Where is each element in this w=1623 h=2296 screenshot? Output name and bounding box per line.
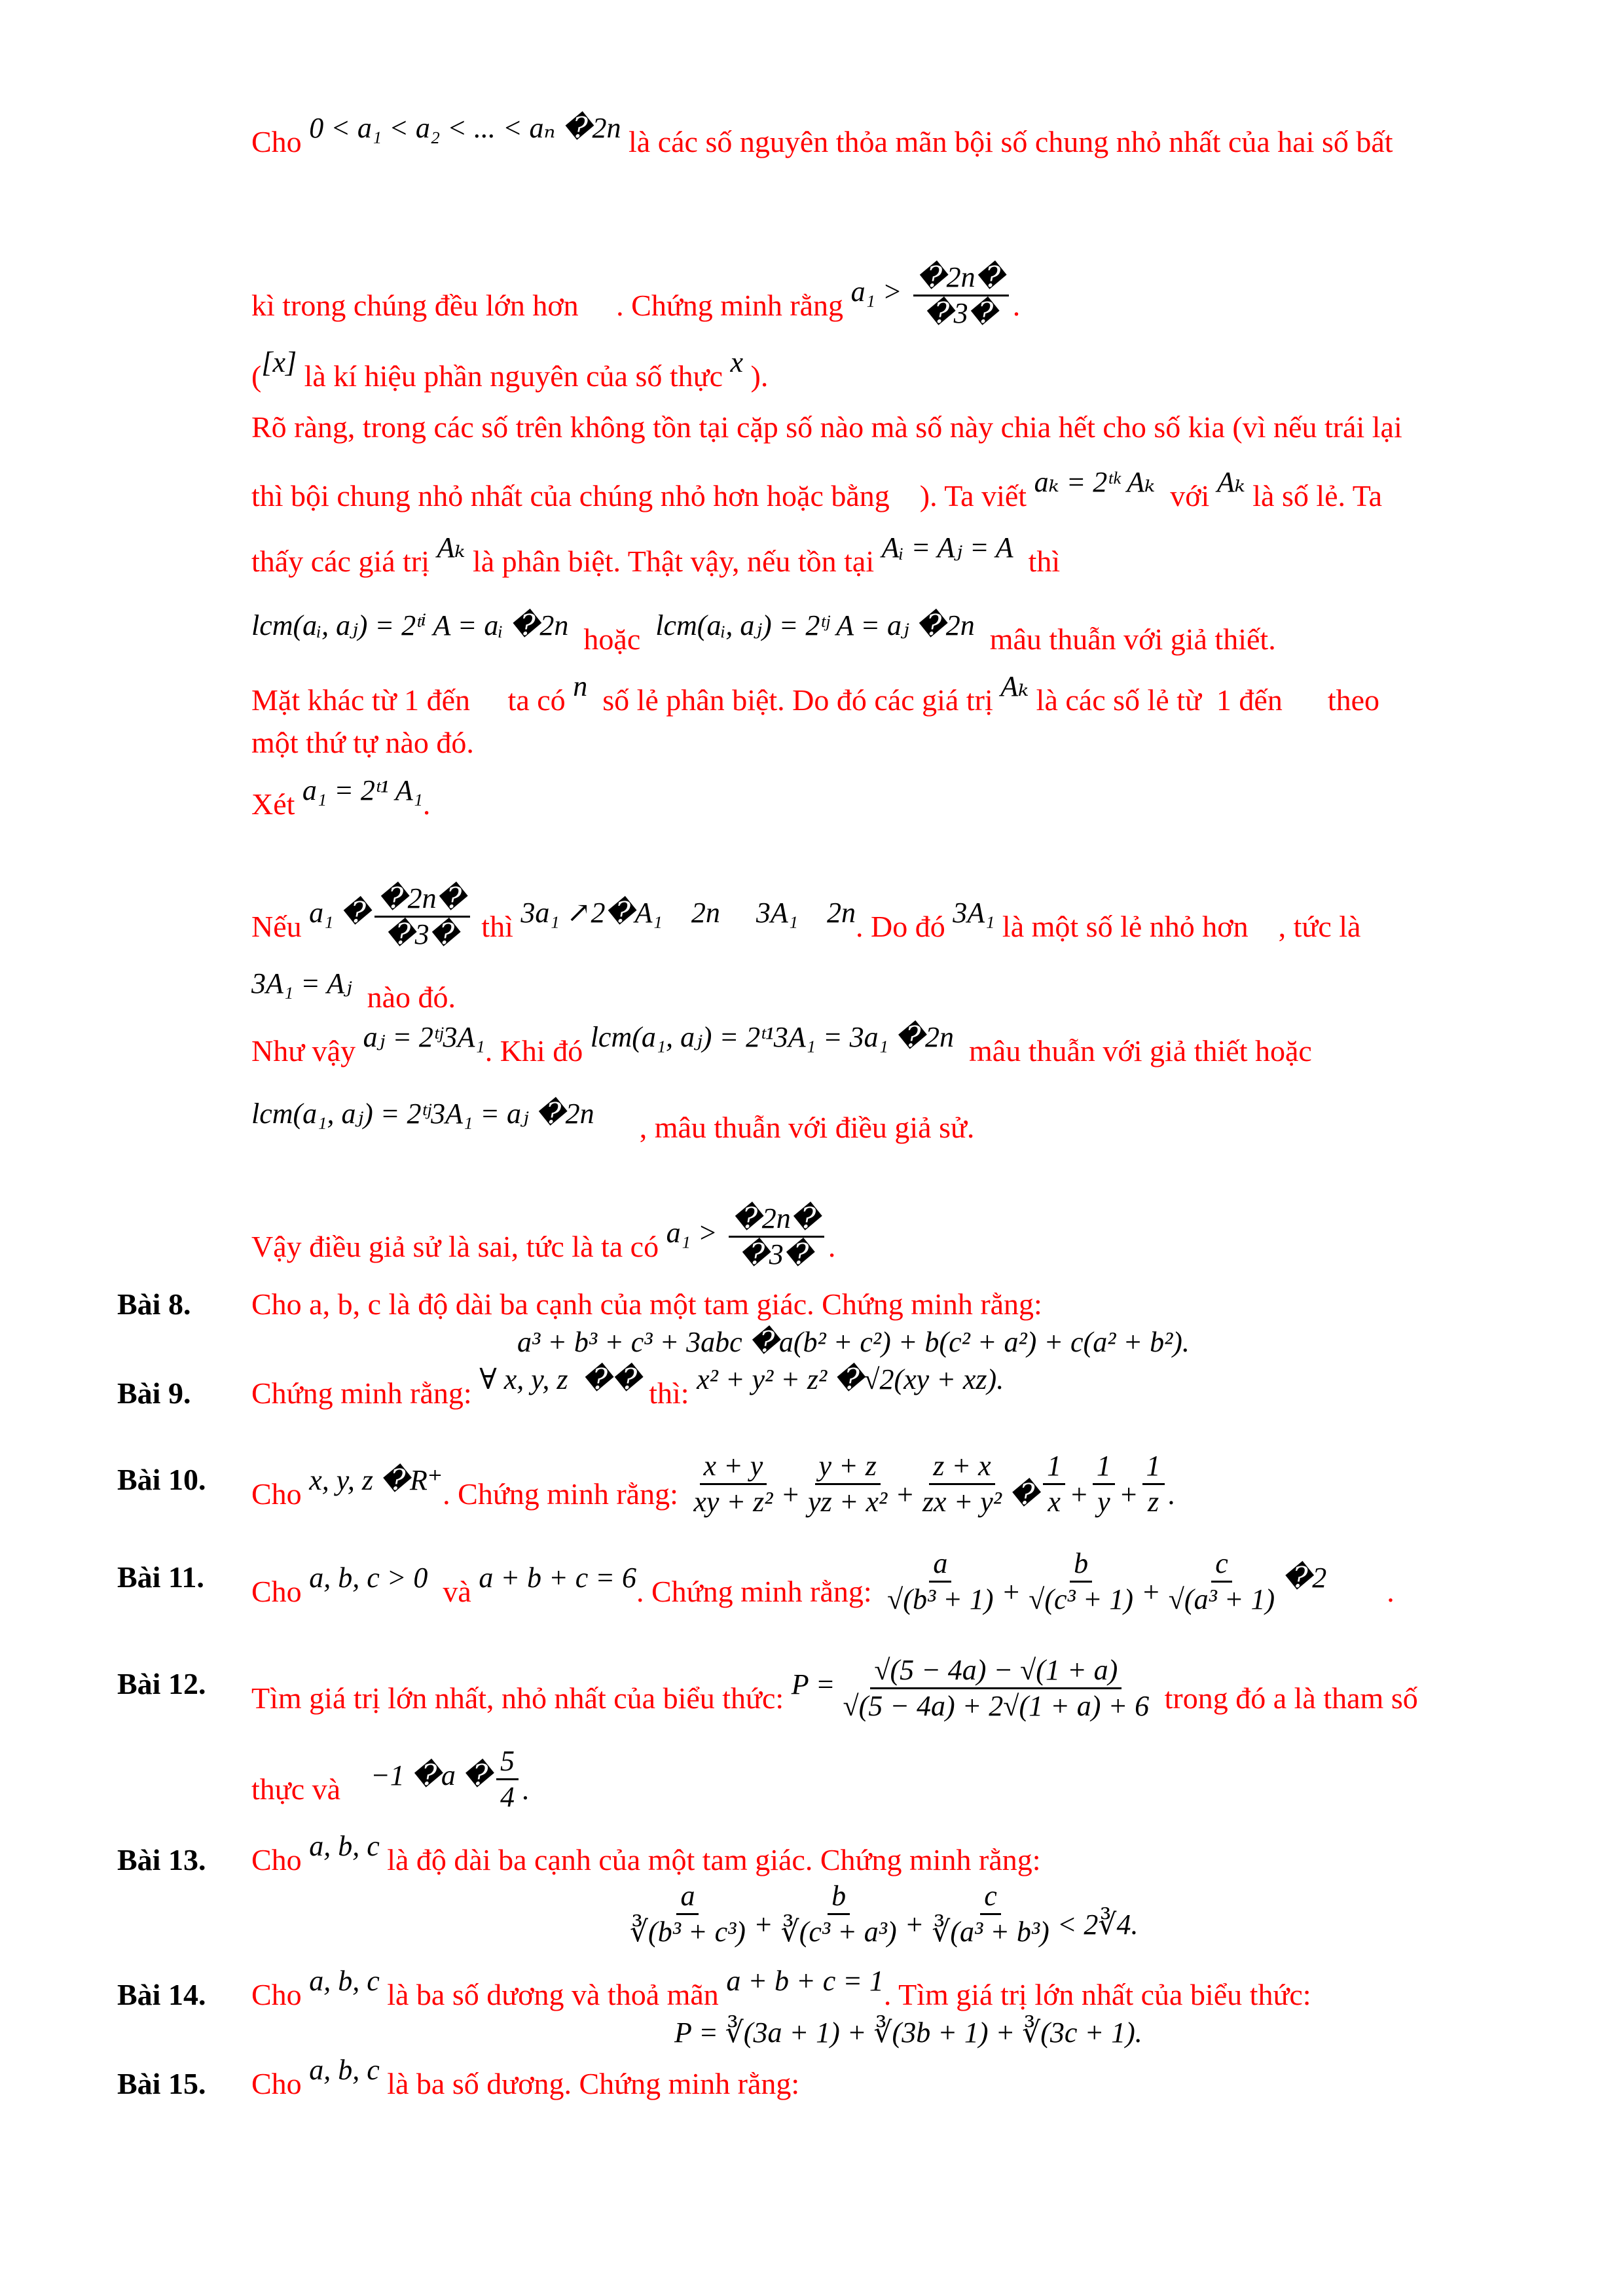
fraction-denominator: �3�	[739, 1238, 813, 1270]
text-line	[251, 112, 1393, 158]
text-run: . Chứng minh rằng:	[443, 1477, 686, 1511]
math-expression: a₁ �	[309, 897, 371, 929]
text-run: thì bội chung nhỏ nhất của chúng nhỏ hơn hoặc bằng ). Ta viết	[251, 479, 1034, 512]
math-expression: +	[895, 1479, 915, 1511]
fraction-denominator: yz + x²	[808, 1486, 888, 1518]
text-run: với	[1155, 479, 1217, 512]
math-expression: +	[753, 1909, 773, 1941]
text-run: Cho	[251, 1477, 310, 1511]
math-expression: aⱼ = 2ᵗʲ3A₁	[363, 1021, 485, 1053]
math-expression: 3A₁ = Aⱼ	[251, 967, 352, 999]
exercise-label: Bài 15.	[117, 2067, 206, 2100]
fraction	[1093, 1452, 1115, 1516]
math-expression: x	[730, 346, 744, 378]
text-run: .	[422, 787, 431, 821]
text-line	[517, 1327, 1190, 1357]
text-run: thấy các giá trị	[251, 545, 437, 578]
fraction-denominator: √(c³ + 1)	[1029, 1583, 1134, 1615]
fraction	[1043, 1452, 1065, 1516]
text-line	[251, 882, 1361, 962]
text-run: . Chứng minh rằng:	[636, 1575, 880, 1609]
math-expression: −1 �a �	[371, 1759, 492, 1792]
math-expression: 3a₁ ↗2�A₁ 2n 3A₁ 2n	[520, 897, 856, 929]
text-run: . Do đó	[856, 910, 953, 944]
math-expression: ∀ x, y, z ��	[479, 1363, 642, 1395]
text-run: mâu thuẫn với giả thiết.	[974, 622, 1276, 656]
math-expression: Aₖ	[1000, 670, 1029, 702]
math-expression: +	[904, 1909, 924, 1941]
text-line	[251, 412, 1402, 442]
text-run: là các số nguyên thỏa mãn bội số chung nhỏ nhất của hai số bất	[621, 125, 1393, 158]
fraction-denominator: xy + z²	[693, 1486, 773, 1518]
text-run: Chứng minh rằng:	[251, 1376, 480, 1410]
text-run: (	[251, 359, 262, 393]
math-expression: x² + y² + z² �√2(xy + xz).	[697, 1363, 1004, 1395]
math-expression: lcm(aᵢ, aⱼ) = 2ᵗʲ A = aⱼ �2n	[655, 609, 975, 641]
text-run: Cho	[251, 1978, 310, 2011]
math-expression: lcm(a₁, aⱼ) = 2ᵗ¹3A₁ = 3a₁ �2n	[590, 1021, 955, 1053]
text-run: .	[828, 1230, 836, 1264]
math-expression: 3A₁	[953, 897, 995, 929]
text-run: là các số lẻ từ 1 đến theo	[1029, 683, 1380, 717]
fraction-numerator: c	[980, 1882, 1001, 1915]
text-run: thì	[473, 910, 521, 944]
math-expression: lcm(aᵢ, aⱼ) = 2ᵗⁱ A = aᵢ �2n	[251, 609, 569, 641]
text-run: số lẻ phân biệt. Do đó các giá trị	[587, 683, 1001, 717]
text-run: kì trong chúng đều lớn hơn . Chứng minh rằng	[251, 289, 851, 323]
fraction	[496, 1747, 519, 1812]
math-expression: P = ∛(3a + 1) + ∛(3b + 1) + ∛(3c + 1).	[674, 2017, 1142, 2049]
text-run: .	[1326, 1575, 1395, 1609]
fraction-denominator: ∛(c³ + a³)	[780, 1916, 897, 1948]
math-expression: aₖ = 2ᵗᵏ Aₖ	[1034, 466, 1156, 498]
text-run: Tìm giá trị lớn nhất, nhỏ nhất của biểu thức:	[251, 1681, 792, 1715]
text-line	[251, 609, 1276, 656]
fraction	[919, 1452, 1006, 1516]
text-line	[251, 261, 1021, 341]
fraction-denominator: �3�	[385, 918, 459, 950]
fraction-numerator: a	[929, 1549, 951, 1583]
exercise-label: Bài 10.	[117, 1463, 206, 1496]
text-run: là số lẻ. Ta	[1245, 479, 1383, 512]
text-line	[251, 774, 431, 821]
text-line	[251, 531, 1061, 578]
math-expression: P =	[791, 1668, 835, 1701]
text-run: thì:	[641, 1376, 697, 1410]
text-run: và	[428, 1575, 479, 1609]
math-expression: a + b + c = 1	[726, 1965, 884, 1997]
text-run: là ba số dương và thoả mãn	[379, 1978, 727, 2011]
text-line	[251, 1745, 530, 1825]
text-run: mâu thuẫn với giả thiết hoặc	[954, 1034, 1312, 1067]
fraction-numerator: �2n�	[729, 1204, 824, 1238]
text-run: nào đó.	[352, 980, 456, 1014]
exercise-label: Bài 8.	[117, 1287, 191, 1321]
text-run: . Khi đó	[484, 1034, 591, 1067]
text-run: Cho	[251, 125, 310, 158]
fraction-denominator: x	[1048, 1486, 1061, 1518]
exercise-label: Bài 9.	[117, 1376, 191, 1410]
text-run: một thứ tự nào đó.	[251, 726, 474, 759]
text-line	[251, 967, 456, 1014]
fraction	[839, 1656, 1153, 1721]
math-expression: Aₖ	[437, 531, 465, 564]
math-expression: lcm(a₁, aⱼ) = 2ᵗʲ3A₁ = aⱼ �2n	[251, 1098, 594, 1130]
text-run: Cho a, b, c là độ dài ba cạnh của một tam giác. Chứng minh rằng:	[251, 1287, 1042, 1321]
fraction-denominator: z	[1147, 1486, 1159, 1518]
math-expression: a³ + b³ + c³ + 3abc �a(b² + c²) + b(c² + a²) + c(a² + b²).	[517, 1326, 1190, 1358]
math-expression: �	[1010, 1479, 1040, 1511]
text-run: , mâu thuẫn với điều giả sử.	[594, 1111, 975, 1144]
math-expression: .	[522, 1774, 530, 1806]
fraction	[1165, 1549, 1279, 1614]
text-line	[251, 1289, 1042, 1319]
math-expression: [x]	[261, 346, 297, 378]
fraction-denominator: ∛(b³ + c³)	[630, 1916, 746, 1948]
fraction-numerator: 1	[1142, 1452, 1165, 1485]
text-line	[251, 2054, 800, 2100]
fraction	[913, 263, 1009, 328]
fraction-numerator: √(5 − 4a) − √(1 + a)	[870, 1656, 1122, 1689]
math-expression: 0 < a₁ < a₂ < ... < aₙ �2n	[309, 112, 621, 144]
fraction-numerator: �2n�	[374, 884, 470, 918]
math-expression: +	[1118, 1479, 1139, 1511]
fraction-numerator: x + y	[700, 1452, 767, 1485]
text-line	[251, 1654, 1418, 1734]
exercise-label: Bài 11.	[117, 1560, 204, 1594]
text-line	[251, 1021, 1312, 1067]
fraction-denominator: √(b³ + 1)	[887, 1583, 994, 1615]
math-expression: +	[1001, 1576, 1021, 1609]
fraction	[689, 1452, 776, 1516]
text-line	[674, 2017, 1142, 2047]
text-run: Vậy điều giả sử là sai, tức là ta có	[251, 1230, 666, 1264]
fraction-denominator: �3�	[924, 297, 998, 329]
text-run: Xét	[251, 787, 302, 821]
fraction-denominator: y	[1097, 1486, 1110, 1518]
math-expression: Aₖ	[1216, 466, 1245, 498]
fraction	[626, 1882, 750, 1946]
text-run: Nếu	[251, 910, 310, 944]
text-run: Như vậy	[251, 1034, 363, 1067]
text-run: .	[1012, 289, 1021, 323]
fraction	[374, 884, 470, 949]
fraction-denominator: zx + y²	[922, 1486, 1002, 1518]
exercise-label: Bài 14.	[117, 1978, 206, 2011]
text-run: Rõ ràng, trong các số trên không tồn tại cặp số nào mà số này chia hết cho số kia (vì nếu trái lại	[251, 410, 1402, 444]
fraction-numerator: y + z	[815, 1452, 881, 1485]
fraction-numerator: z + x	[929, 1452, 994, 1485]
text-run: ).	[743, 359, 769, 393]
text-run: Cho	[251, 2067, 310, 2100]
text-run: . Tìm giá trị lớn nhất của biểu thức:	[883, 1978, 1311, 2011]
text-line	[251, 1202, 836, 1282]
text-run: là một số lẻ nhỏ hơn , tức là	[994, 910, 1361, 944]
fraction-numerator: b	[1070, 1549, 1092, 1583]
math-expression: a, b, c	[309, 2054, 380, 2086]
fraction	[928, 1882, 1053, 1946]
math-expression: n	[573, 670, 588, 702]
text-run: thực và	[251, 1772, 371, 1806]
math-expression: .	[1168, 1479, 1176, 1511]
text-run: là độ dài ba cạnh của một tam giác. Chứng minh rằng:	[379, 1843, 1041, 1876]
math-expression: a₁ = 2ᵗ¹ A₁	[302, 774, 423, 806]
text-run: là ba số dương. Chứng minh rằng:	[379, 2067, 800, 2100]
fraction	[804, 1452, 891, 1516]
math-expression: Aᵢ = Aⱼ = A	[881, 531, 1013, 564]
fraction-numerator: �2n�	[913, 263, 1009, 296]
math-expression: a, b, c > 0	[309, 1562, 428, 1594]
text-run: trong đó a là tham số	[1157, 1681, 1418, 1715]
math-expression: x, y, z �R⁺	[309, 1464, 443, 1497]
exercise-label: Bài 12.	[117, 1667, 206, 1700]
text-line	[251, 466, 1383, 512]
text-line	[251, 1965, 1311, 2011]
text-run: là kí hiệu phần nguyên của số thực	[297, 359, 731, 393]
text-run: Mặt khác từ 1 đến ta có	[251, 683, 574, 717]
fraction-denominator: √(a³ + 1)	[1168, 1583, 1275, 1615]
math-expression: a, b, c	[309, 1965, 380, 1997]
math-expression: a₁ >	[666, 1217, 725, 1249]
math-expression: a + b + c = 6	[479, 1562, 636, 1594]
text-run: Cho	[251, 1843, 310, 1876]
text-line	[251, 346, 769, 393]
text-run: là phân biệt. Thật vậy, nếu tồn tại	[465, 545, 882, 578]
fraction	[883, 1549, 997, 1614]
text-line	[251, 1450, 1176, 1530]
fraction	[1142, 1452, 1165, 1516]
text-line	[251, 1363, 1004, 1410]
text-run: hoặc	[568, 622, 656, 656]
math-expression: < 2∛4.	[1057, 1909, 1139, 1941]
math-expression: +	[1141, 1576, 1161, 1609]
math-expression: a₁ >	[850, 276, 909, 308]
fraction-numerator: a	[676, 1882, 699, 1915]
math-expression: +	[1069, 1479, 1089, 1511]
fraction	[1025, 1549, 1137, 1614]
exercise-label: Bài 13.	[117, 1843, 206, 1876]
text-line	[251, 1830, 1041, 1876]
text-line	[251, 728, 474, 758]
fraction-denominator: 4	[500, 1781, 515, 1813]
text-run: Cho	[251, 1575, 310, 1609]
fraction-numerator: 1	[1093, 1452, 1115, 1485]
text-line	[251, 1547, 1395, 1627]
fraction-numerator: b	[828, 1882, 850, 1915]
fraction-numerator: 1	[1043, 1452, 1065, 1485]
fraction	[729, 1204, 824, 1269]
fraction-denominator: √(5 − 4a) + 2√(1 + a) + 6	[843, 1690, 1150, 1722]
math-expression: +	[780, 1479, 801, 1511]
text-line	[251, 1098, 975, 1144]
text-line	[251, 670, 1380, 717]
fraction-numerator: 5	[496, 1747, 519, 1780]
math-expression: a, b, c	[309, 1830, 380, 1862]
fraction	[777, 1882, 901, 1946]
fraction-numerator: c	[1211, 1549, 1232, 1583]
text-line	[622, 1880, 1139, 1960]
text-run: thì	[1013, 545, 1061, 578]
math-expression: �2	[1283, 1562, 1327, 1594]
fraction-denominator: ∛(a³ + b³)	[932, 1916, 1049, 1948]
